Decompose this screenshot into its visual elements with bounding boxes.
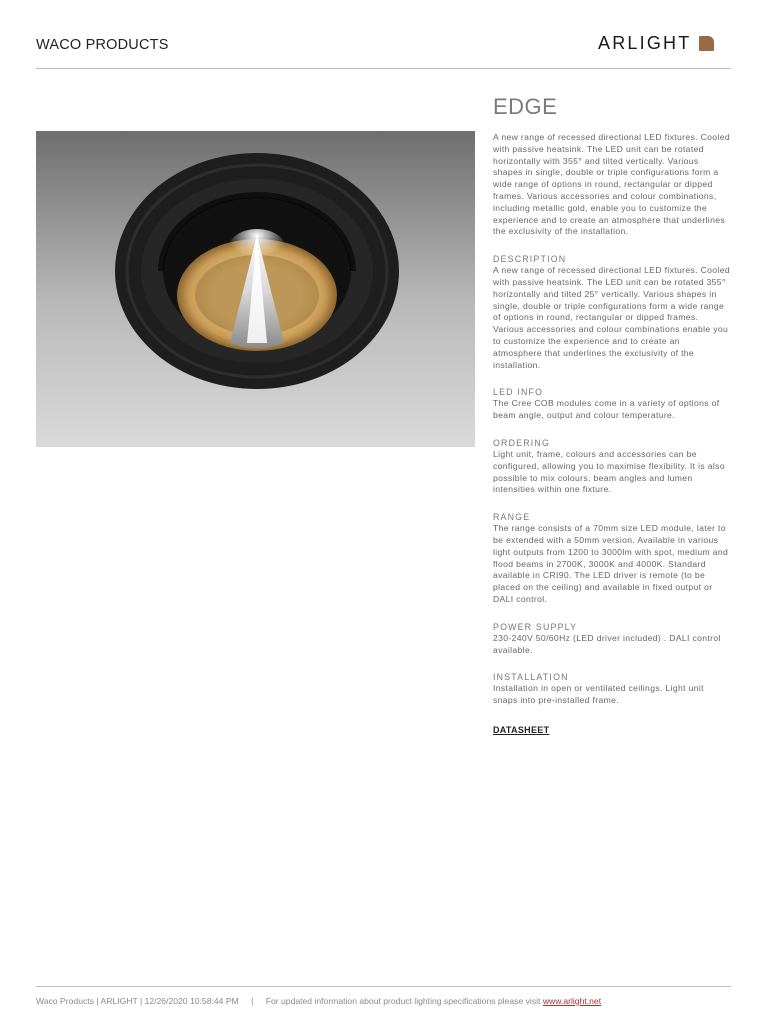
product-title: EDGE	[493, 94, 558, 119]
website-link[interactable]: www.arlight.net	[542, 996, 602, 1006]
section-heading: ORDERING	[493, 437, 551, 448]
section-heading: RANGE	[493, 512, 531, 523]
section-power-supply	[493, 622, 731, 657]
header-divider	[36, 68, 731, 69]
section-text: 230-240V 50/60Hz (LED driver included) . DALI control available.	[493, 632, 721, 655]
section-description	[493, 254, 731, 371]
brand-logo	[598, 33, 714, 53]
footer-notice: For updated information about product lighting specifications please visit	[265, 996, 541, 1006]
section-text: Installation in open or ventilated ceilings. Light unit snaps into pre-installed frame.	[493, 683, 704, 706]
brand-wordmark: ARLIGHT	[598, 32, 692, 53]
footer-separator: |	[251, 996, 254, 1006]
product-intro: A new range of recessed directional LED fixtures. Cooled with passive heatsink. The LED unit can be rotated horizontally with 355° and tilted vertically. Various shapes in single, double or triple configurations form a wide range of options in round, rectangular or dipped frames. Various accessories and colour combinations, including metallic gold, enable you to customize the experience and to create an atmosphere that underlines the exclusivity of the installation.	[493, 132, 730, 237]
page-footer	[36, 996, 601, 1006]
datasheet-link[interactable]: DATASHEET	[493, 724, 550, 735]
section-heading: INSTALLATION	[493, 672, 569, 683]
product-photo	[36, 131, 475, 447]
footer-divider	[36, 986, 731, 987]
section-text: Light unit, frame, colours and accessories can be configured, allowing you to maximise flexibility. It is also possible to mix colours, beam angles and lumen intensities within one fixture.	[493, 448, 725, 495]
section-heading: POWER SUPPLY	[493, 621, 578, 632]
brand-mark-icon	[699, 36, 714, 51]
section-ordering	[493, 438, 731, 496]
section-text: The Cree COB modules come in a variety of options of beam angle, output and colour temperature.	[493, 398, 720, 421]
section-text: A new range of recessed directional LED fixtures. Cooled with passive heatsink. The LED unit can be rotated 355° horizontally and tilted 25° vertically. Various shapes in single, double or triple configurations form a wide range of options in round, rectangular or dipped frames. Various accessories and colour combinations enable you to customize the experience and to create an atmosphere that underlines the exclusivity of the installation.	[493, 265, 730, 370]
section-heading: LED INFO	[493, 387, 544, 398]
footer-meta: Waco Products | ARLIGHT | 12/26/2020 10:58:44 PM	[36, 996, 239, 1006]
section-heading: DESCRIPTION	[493, 254, 567, 265]
section-range	[493, 512, 731, 606]
company-name: WACO PRODUCTS	[36, 37, 169, 53]
section-installation	[493, 672, 731, 707]
product-info-column	[493, 94, 731, 738]
section-led-info	[493, 387, 731, 422]
section-text: The range consists of a 70mm size LED module, later to be extended with a 50mm version. Available in various light outputs from 1200 to 3000lm with spot, medium and flood beams in 2700K, 3000K and 4000K. Standard available in CRI90. The LED driver is remote (to be placed on the ceiling) and available in fixed output or DALI control.	[493, 523, 729, 604]
